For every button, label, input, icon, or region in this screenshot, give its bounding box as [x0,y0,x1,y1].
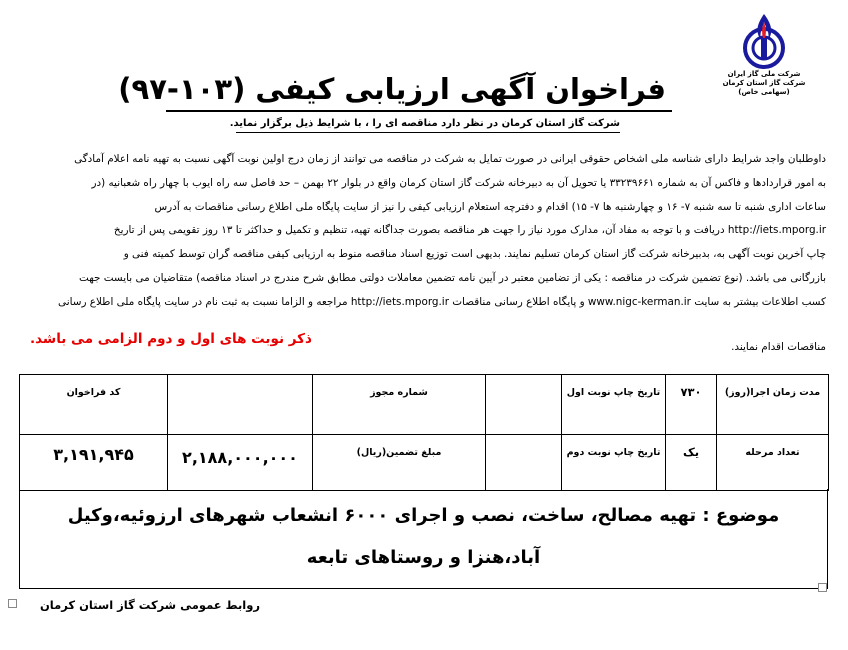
second-print-label: تاریخ چاپ نوبت دوم [562,435,666,491]
tender-subject: موضوع : تهیه مصالح، ساخت، نصب و اجرای ۶۰۰۰ انشعاب شهرهای ارزوئیه،وکیل آباد،هنزا و روستاهای تابعه [19,489,828,589]
stages-value: یک [666,435,717,491]
company-logo [718,8,810,126]
logo-org-line2: شرکت گاز استان کرمان [722,79,806,87]
body-line: ساعات اداری شنبه تا سه شنبه ۷- ۱۶ و چهارشنبه ها ۷- ۱۵) اقدام و دفترچه استعلام ارزیابی کیفی را نیز از سایت پایگاه ملی اطلاع رسانی مناقصات به آدرس [154,200,826,213]
intro-text: شرکت گاز استان کرمان در نظر دارد مناقصه ای را ، با شرایط ذیل برگزار نماید. [229,118,620,129]
body-line: داوطلبان واجد شرایط دارای شناسه ملی اشخاص حقوقی ایرانی در صورت تمایل به شرکت در مناقصه می توانند از زمان درج اولین نوبت آگهی نسبت به تهیه نامه اعلام آمادگی [74,153,826,165]
second-print-value [486,435,562,491]
permit-label: شماره مجوز [313,375,486,435]
table-row [20,375,829,435]
duration-value: ۷۳۰ [666,375,717,435]
body-line: چاپ آخرین نوبت آگهی به، بدبیرخانه شرکت گاز استان کرمان تسلیم نمایند. بدیهی است توزیع اسناد مناقصه منوط به ارزیابی کیفی مناقصه گران توسط کمیته فنی و [123,248,826,261]
title-underline [166,110,672,112]
logo-org-line3: (سهامی خاص) [738,88,790,96]
stages-label: تعداد مرحله [717,435,829,491]
body-line: کسب اطلاعات بیشتر به سایت www.nigc-kerman.ir و پایگاه اطلاع رسانی مناقصات http://iets.mporg.ir مراجعه و الزاما نسبت به ثبت نام در سایت پایگاه ملی اطلاع رسانی [58,295,826,308]
body-line: http://iets.mporg.ir دریافت و با توجه به مفاد آن، مدارک مورد نیاز را جهت هر مناقصه بصورت جداگانه تهیه، تنظیم و تکمیل و حداکثر تا ۱۳ روز تقویمی پس از تاریخ [113,224,826,237]
intro-underline [236,132,620,133]
nigc-flame-logo-icon [735,8,793,70]
page-title: فراخوان آگهی ارزیابی کیفی (۱۰۳-۹۷) [118,72,666,106]
first-print-label: تاریخ چاپ نوبت اول [562,375,666,435]
first-print-value [486,375,562,435]
mandatory-mention-note: ذکر نوبت های اول و دوم الزامی می باشد. [30,331,312,347]
logo-org-line1: شرکت ملی گاز ایران [727,70,801,78]
table-row [20,435,829,491]
guarantee-label: مبلغ تضمین(ریال) [313,435,486,491]
footer-signature: روابط عمومی شرکت گاز استان کرمان [39,598,260,612]
body-line: به امور قراردادها و فاکس آن به شماره ۳۳۲۳۹۶۶۱ یا تحویل آن به دبیرخانه شرکت گاز استان کرمان واقع در بلوار ۲۲ بهمن – حد فاصل سه راه ایوب با چهار راه شعبانیه (در [91,176,826,189]
guarantee-value: ۲,۱۸۸,۰۰۰,۰۰۰ [168,435,313,491]
announcement-body [18,148,826,315]
duration-label: مدت زمان اجرا(روز) [717,375,829,435]
tender-code-label: کد فراخوان [20,375,168,435]
tender-code-value: ۳,۱۹۱,۹۴۵ [20,435,168,491]
resize-handle[interactable] [818,583,827,592]
permit-value [168,375,313,435]
tender-info-table [19,374,829,491]
closing-text: مناقصات اقدام نمایند. [731,341,826,353]
resize-handle[interactable] [8,599,17,608]
body-line: بازرگانی می باشد. (نوع تضمین شرکت در مناقصه : یکی از تضامین معتبر در آیین نامه تضمین معاملات دولتی مطابق شرح مندرج در اسناد مناقصه) متقاضیان می بایست جهت [79,271,826,284]
